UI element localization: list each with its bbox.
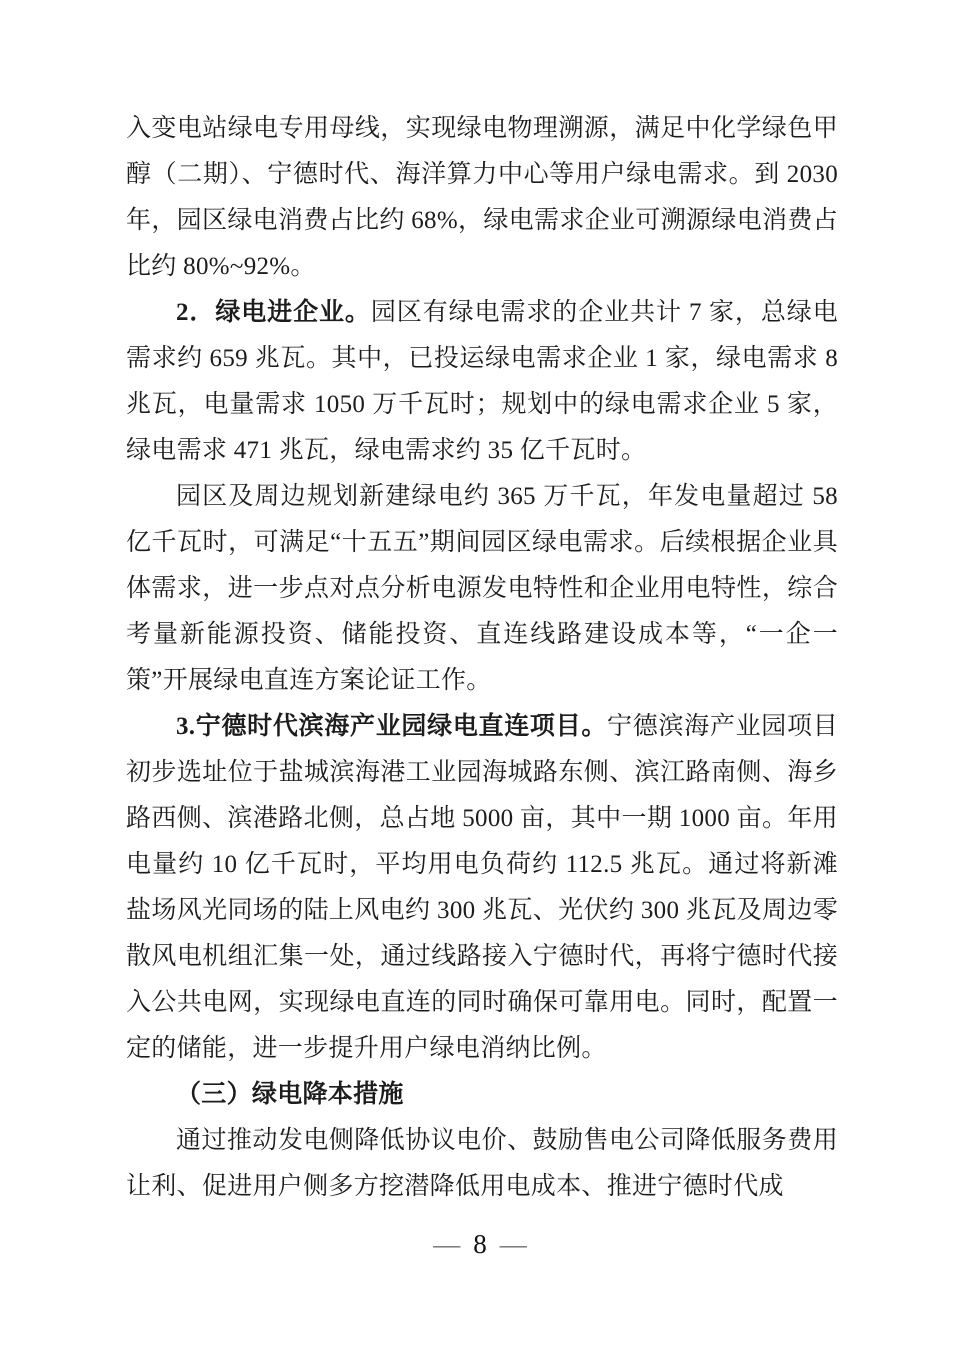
paragraph-text: 通过推动发电侧降低协议电价、鼓励售电公司降低服务费用让利、促进用户侧多方挖潜降低用电成本、推进宁德时代成 [126,1127,838,1200]
paragraph-item-2 [126,290,838,474]
paragraph-planning [126,474,838,704]
footer-left-dash: — [433,1229,461,1259]
paragraph-text: 园区有绿电需求的企业共计 7 家，总绿电需求约 659 兆瓦。其中，已投运绿电需求企业 1 家，绿电需求 8 兆瓦，电量需求 1050 万千瓦时；规划中的绿电需求企业 5 家，绿电需求 471 兆瓦，绿电需求约 35 亿千瓦时。 [126,299,838,464]
paragraph-text: 入变电站绿电专用母线，实现绿电物理溯源，满足中化学绿色甲醇（二期）、宁德时代、海洋算力中心等用户绿电需求。到 2030 年，园区绿电消费占比约 68%，绿电需求企业可溯源绿电消费占比约 80%~92%。 [126,115,838,280]
document-body [126,106,838,1210]
run-in-heading: 3.宁德时代滨海产业园绿电直连项目。 [176,713,608,740]
run-in-heading: 2．绿电进企业。 [176,299,371,326]
footer-right-dash: — [499,1229,527,1259]
page-number: 8 [473,1229,487,1259]
paragraph-continued [126,106,838,290]
paragraph-cost-reduction [126,1118,838,1210]
paragraph-text: 宁德滨海产业园项目初步选址位于盐城滨海港工业园海城路东侧、滨江路南侧、海乡路西侧、滨港路北侧，总占地 5000 亩，其中一期 1000 亩。年用电量约 10 亿千瓦时，平均用电负荷约 112.5 兆瓦。通过将新滩盐场风光同场的陆上风电约 300 兆瓦、光伏约 300 兆瓦及周边零散风电机组汇集一处，通过线路接入宁德时代，再将宁德时代接入公共电网，实现绿电直连的同时确保可靠用电。同时，配置一定的储能，进一步提升用户绿电消纳比例。 [126,713,838,1062]
paragraph-item-3 [126,704,838,1072]
section-heading-3 [126,1072,838,1118]
paragraph-text: 园区及周边规划新建绿电约 365 万千瓦，年发电量超过 58 亿千瓦时，可满足“十五五”期间园区绿电需求。后续根据企业具体需求，进一步点对点分析电源发电特性和企业用电特性，综合考量新能源投资、储能投资、直连线路建设成本等，“一企一策”开展绿电直连方案论证工作。 [126,483,838,694]
page-footer [0,1224,960,1264]
section-heading-text: （三）绿电降本措施 [176,1081,404,1108]
